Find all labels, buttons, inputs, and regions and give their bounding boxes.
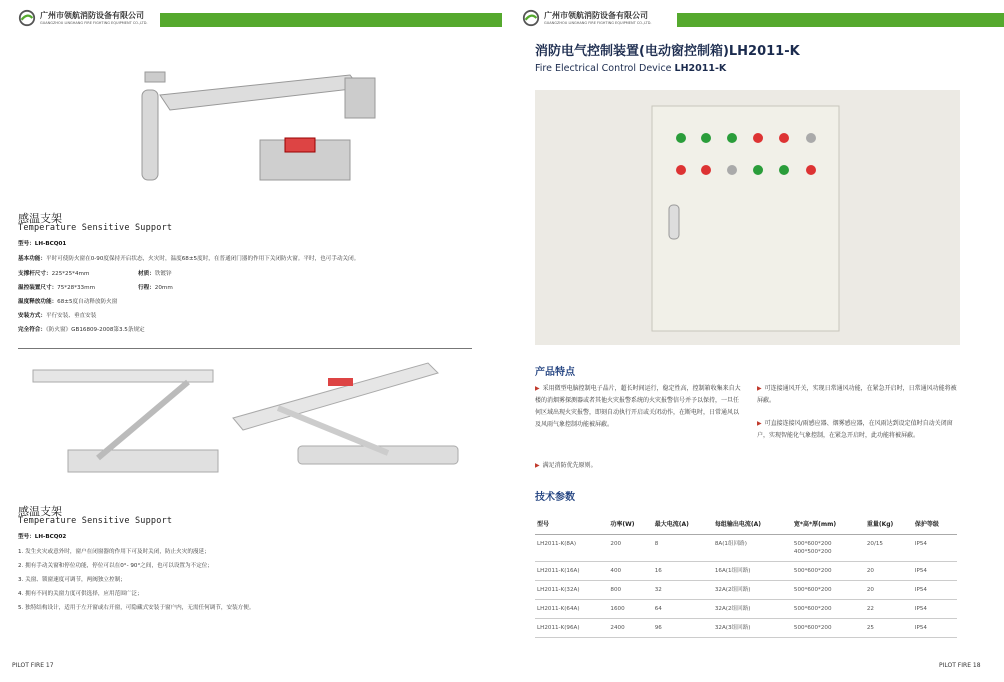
table-cell: 1600: [608, 600, 652, 619]
stroke-value: 20mm: [154, 285, 173, 291]
comply-label: 完全符合：: [18, 327, 46, 333]
product1-comply: [18, 326, 145, 335]
table-cell: IP54: [913, 600, 957, 619]
product-subtitle: [535, 63, 726, 74]
table-cell: IP54: [913, 535, 957, 562]
product1-material: [138, 270, 172, 279]
table-cell: 20/15: [865, 535, 913, 562]
table-cell: 500*600*200 400*500*200: [792, 535, 865, 562]
window-closer-photo: [18, 358, 472, 483]
table-row: [535, 600, 957, 619]
product1-install: [18, 312, 96, 321]
release-label: 温度释放功能：: [18, 299, 58, 305]
column-header: 保护等级: [913, 515, 957, 535]
table-cell: IP54: [913, 619, 957, 638]
right-page: [502, 0, 1004, 682]
bullet-triangle-icon: ▶: [535, 462, 540, 469]
company-name-en: GUANGZHOU LINGHANG FIRE FIGHTING EQUIPMENT CO.,LTD.: [544, 20, 652, 25]
product1-device-size: [18, 284, 95, 293]
feature-item: [535, 383, 743, 431]
stroke-label: 行程：: [138, 285, 155, 291]
table-cell: 25: [865, 619, 913, 638]
product1-function: [18, 255, 438, 264]
table-cell: 400: [608, 562, 652, 581]
page-number-right: PILOT FIRE 18: [939, 662, 981, 669]
column-header: 型号: [535, 515, 608, 535]
feature-item: [757, 383, 962, 407]
table-cell: LH2011-K(96A): [535, 619, 608, 638]
product2-point: 1. 发生火灾或意外时，窗户在闭窗器的作用下可及时关闭，防止火灾的漫延；: [18, 549, 210, 555]
install-value: 平行安装、垂直安装: [45, 313, 97, 319]
company-logo: [522, 9, 652, 27]
company-name-cn: 广州市领航消防设备有限公司: [40, 10, 144, 20]
product1-rod-size: [18, 270, 89, 279]
table-header-row: [535, 515, 957, 535]
table-cell: 500*600*200: [792, 619, 865, 638]
material-label: 材质：: [138, 271, 155, 277]
table-row: [535, 562, 957, 581]
logo-swirl-icon: [18, 9, 36, 27]
device-size-value: 75*28*33mm: [57, 285, 96, 291]
table-row: [535, 619, 957, 638]
release-value: 68±5度自动释放防火窗: [57, 299, 118, 305]
product1-title-cn: 感温支架: [18, 212, 62, 225]
table-cell: 200: [608, 535, 652, 562]
product2-point: 3. 关窗、锁窗速度可调节，两阀独立控制；: [18, 577, 126, 583]
column-header: 重量(Kg): [865, 515, 913, 535]
table-cell: IP54: [913, 562, 957, 581]
product2-model: [18, 533, 66, 542]
product2-title-cn: 感温支架: [18, 505, 62, 518]
product2-point: 2. 拥有手动关窗和停位功能，停位可以在0°- 90°之间，也可以设置为不定位；: [18, 563, 213, 569]
control-box-photo: [535, 90, 960, 345]
feature-item: [757, 418, 962, 442]
table-cell: 16: [653, 562, 713, 581]
table-cell: 500*600*200: [792, 581, 865, 600]
header-green-bar: [160, 13, 502, 27]
table-cell: 32A(2组回路): [713, 581, 792, 600]
table-cell: IP54: [913, 581, 957, 600]
column-header: 功率(W): [608, 515, 652, 535]
table-cell: 32: [653, 581, 713, 600]
table-cell: 20: [865, 581, 913, 600]
install-label: 安装方式：: [18, 313, 46, 319]
bullet-triangle-icon: ▶: [757, 420, 762, 427]
column-header: 最大电流(A): [653, 515, 713, 535]
table-row: [535, 581, 957, 600]
table-cell: LH2011-K(64A): [535, 600, 608, 619]
model-value: LH-BCQ01: [34, 241, 67, 247]
subtitle-model: LH2011-K: [674, 63, 727, 74]
comply-value: 《防火窗》GB16809-2008第3.5条规定: [45, 327, 145, 333]
feature-text: 满足消防优先原则。: [542, 462, 597, 469]
table-cell: 96: [653, 619, 713, 638]
table-cell: 8A(1组回路): [713, 535, 792, 562]
specs-heading: 技术参数: [535, 492, 575, 503]
product2-point: 5. 独特结构设计，适用于左开窗或右开窗，可隐藏式安装于窗户内，无需任何调节，安装方便。: [18, 605, 255, 611]
model-value: LH-BCQ02: [34, 534, 67, 540]
product2-title-en: Temperature Sensitive Support: [18, 516, 173, 526]
function-label: 基本功能：: [18, 256, 46, 262]
subtitle-prefix: Fire Electrical Control Device: [535, 63, 675, 74]
feature-item: [535, 460, 743, 472]
header-green-bar: [677, 13, 1004, 27]
features-heading: 产品特点: [535, 367, 575, 378]
table-cell: LH2011-K(32A): [535, 581, 608, 600]
product1-stroke: [138, 284, 173, 293]
table-cell: 500*600*200: [792, 600, 865, 619]
product1-release: [18, 298, 117, 307]
table-cell: LH2011-K(16A): [535, 562, 608, 581]
column-header: 每组输出电流(A): [713, 515, 792, 535]
company-name-cn: 广州市领航消防设备有限公司: [544, 10, 648, 20]
product-title: 消防电气控制装置(电动窗控制箱)LH2011-K: [535, 44, 800, 59]
table-cell: 800: [608, 581, 652, 600]
table-cell: 32A(2组回路): [713, 600, 792, 619]
company-logo: [18, 9, 148, 27]
table-cell: 22: [865, 600, 913, 619]
model-label: 型号：: [18, 534, 35, 540]
feature-text: 可连接通风开关，实现日常通风功能，在紧急开启时，日常通风功能将被屏蔽。: [757, 385, 957, 404]
support-bracket-photo: [100, 60, 400, 195]
table-cell: 2400: [608, 619, 652, 638]
table-cell: 16A(1组回路): [713, 562, 792, 581]
table-cell: 64: [653, 600, 713, 619]
table-cell: 8: [653, 535, 713, 562]
function-value: 平时可使防火窗在0-90度保持开启状态，火灾时，温度68±5度时，在普通闭门器的作用下关闭防火窗。平时，也可手动关闭。: [45, 256, 360, 262]
bullet-triangle-icon: ▶: [757, 385, 762, 392]
table-row: [535, 535, 957, 562]
material-value: 铁镀锌: [154, 271, 172, 277]
product1-title-en: Temperature Sensitive Support: [18, 223, 173, 233]
feature-text: 可直接连接风/雨感应器、烟雾感应器，在风雨达到设定值时自动关闭窗户，实现智能化气象控制，在紧急开启时，此功能将被屏蔽。: [757, 420, 953, 439]
table-cell: 500*600*200: [792, 562, 865, 581]
table-cell: LH2011-K(8A): [535, 535, 608, 562]
specs-table: [535, 515, 957, 638]
product1-model: [18, 240, 66, 249]
logo-swirl-icon: [522, 9, 540, 27]
rod-size-label: 支撑杆尺寸：: [18, 271, 52, 277]
page-number-left: PILOT FIRE 17: [12, 662, 54, 669]
table-cell: 32A(3组回路): [713, 619, 792, 638]
model-label: 型号：: [18, 241, 35, 247]
rod-size-value: 225*25*4mm: [51, 271, 90, 277]
table-body: [535, 535, 957, 638]
product2-point: 4. 拥有不同的关窗力度可供选择，应用范围广泛；: [18, 591, 143, 597]
table-cell: 20: [865, 562, 913, 581]
feature-text: 采用微型电脑控制电子晶片，超长时间运行，稳定性高，控制箱收集来自大楼的消烟雾探测器或者其他火灾报警系统的火灾报警信号并予以保持，一旦任何区域出现火灾报警，即刻自动执行开启或关闭动作，在断电时，日常通风以及风雨气象控制功能被屏蔽。: [535, 385, 741, 428]
device-size-label: 温控装置尺寸：: [18, 285, 58, 291]
company-name-en: GUANGZHOU LINGHANG FIRE FIGHTING EQUIPMENT CO.,LTD.: [40, 20, 148, 25]
section-divider: [18, 348, 472, 349]
bullet-triangle-icon: ▶: [535, 385, 540, 392]
column-header: 宽*高*厚(mm): [792, 515, 865, 535]
